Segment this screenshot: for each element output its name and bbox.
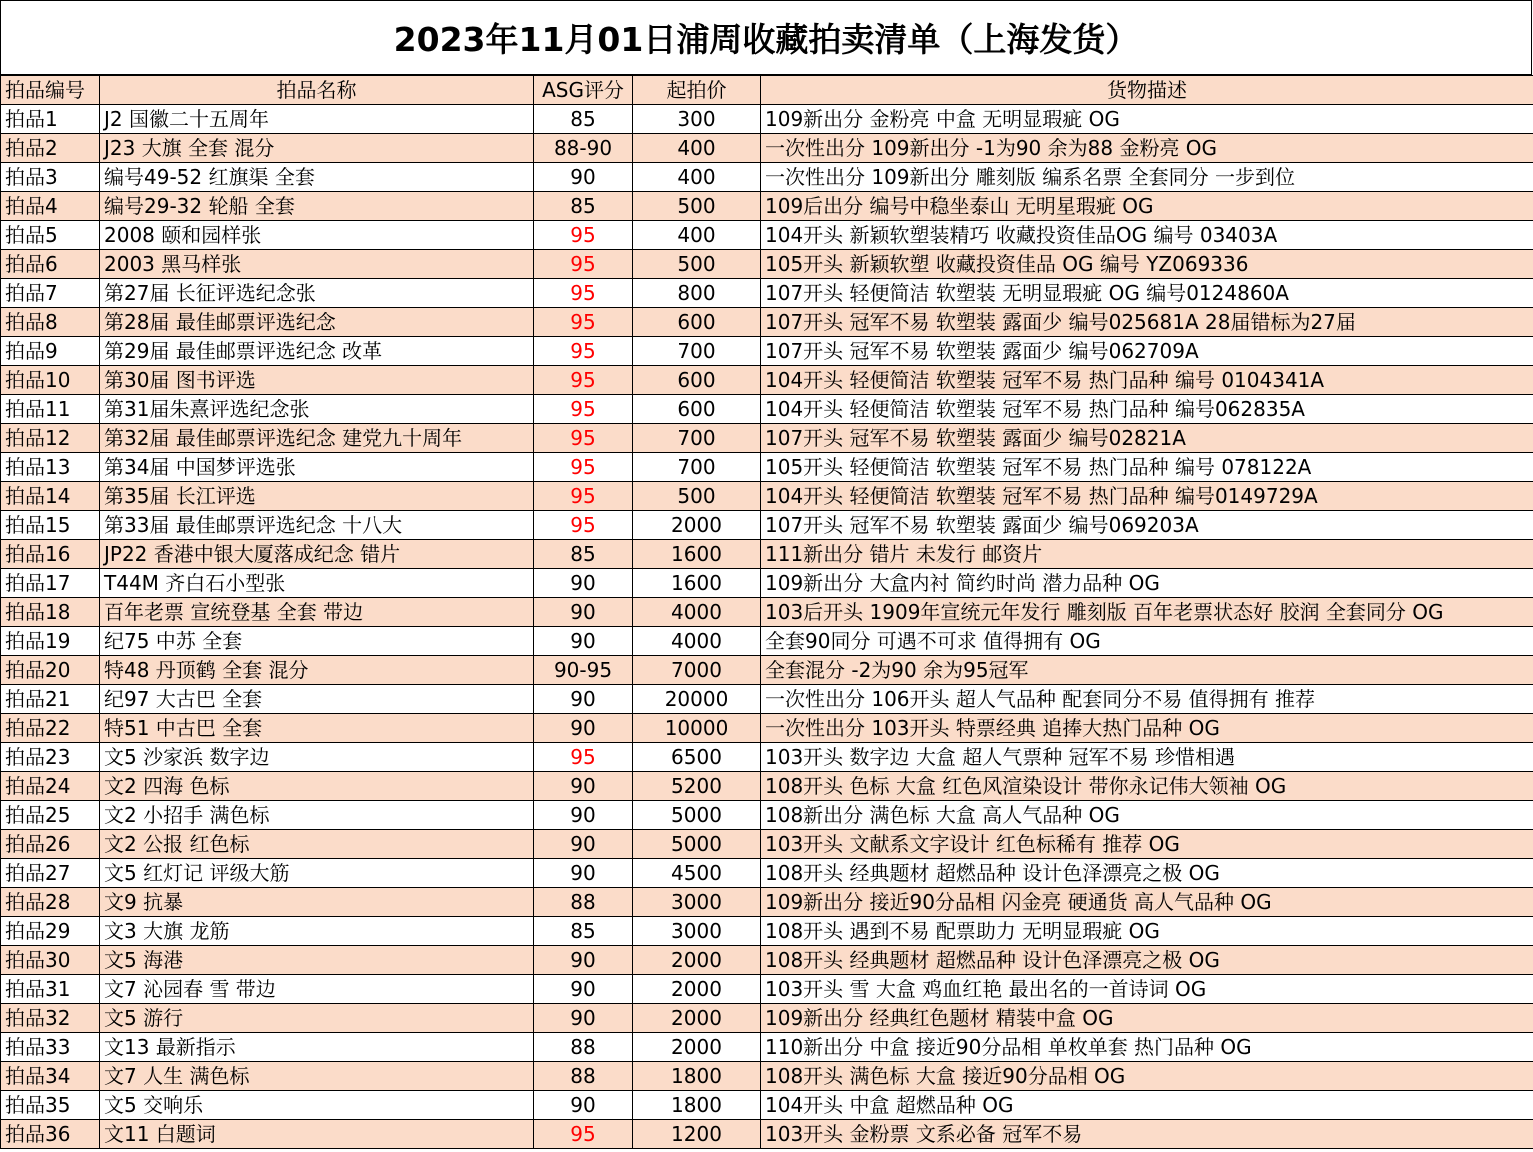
asg-score-cell: 95 [534, 337, 633, 366]
lot-name-cell: 特51 中古巴 全套 [100, 714, 534, 743]
start-price-cell: 500 [633, 192, 761, 221]
lot-id-cell: 拍品36 [1, 1120, 100, 1149]
asg-score-cell: 95 [534, 250, 633, 279]
lot-name-cell: 文5 游行 [100, 1004, 534, 1033]
asg-score-cell: 90 [534, 1091, 633, 1120]
table-row [1, 279, 1533, 308]
start-price-cell: 2000 [633, 975, 761, 1004]
start-price-cell: 2000 [633, 511, 761, 540]
lot-id-cell: 拍品7 [1, 279, 100, 308]
lot-name-cell: 文2 四海 色标 [100, 772, 534, 801]
lot-name-cell: 第28届 最佳邮票评选纪念 [100, 308, 534, 337]
asg-score-cell: 85 [534, 540, 633, 569]
start-price-cell: 3000 [633, 917, 761, 946]
lot-id-cell: 拍品12 [1, 424, 100, 453]
start-price-cell: 7000 [633, 656, 761, 685]
lot-id-cell: 拍品9 [1, 337, 100, 366]
lot-id-cell: 拍品1 [1, 105, 100, 134]
asg-score-cell: 90 [534, 598, 633, 627]
table-row [1, 337, 1533, 366]
asg-score-cell: 85 [534, 917, 633, 946]
table-row [1, 801, 1533, 830]
table-row [1, 482, 1533, 511]
page-title: 2023年11月01日浦周收藏拍卖清单（上海发货） [393, 20, 1139, 59]
lot-id-cell: 拍品26 [1, 830, 100, 859]
asg-score-cell: 90 [534, 946, 633, 975]
lot-id-cell: 拍品15 [1, 511, 100, 540]
table-row [1, 975, 1533, 1004]
lot-name-cell: 文5 沙家浜 数字边 [100, 743, 534, 772]
asg-score-cell: 90 [534, 685, 633, 714]
lot-id-cell: 拍品10 [1, 366, 100, 395]
lot-name-cell: 第29届 最佳邮票评选纪念 改革 [100, 337, 534, 366]
start-price-cell: 700 [633, 337, 761, 366]
description-cell: 一次性出分 109新出分 -1为90 余为88 金粉亮 OG [761, 134, 1533, 163]
start-price-cell: 1600 [633, 569, 761, 598]
description-cell: 108开头 经典题材 超燃品种 设计色泽漂亮之极 OG [761, 946, 1533, 975]
lot-id-cell: 拍品34 [1, 1062, 100, 1091]
lot-name-cell: 特48 丹顶鹤 全套 混分 [100, 656, 534, 685]
asg-score-cell: 88 [534, 888, 633, 917]
table-row [1, 946, 1533, 975]
start-price-cell: 400 [633, 163, 761, 192]
start-price-cell: 1800 [633, 1091, 761, 1120]
description-cell: 110新出分 中盒 接近90分品相 单枚单套 热门品种 OG [761, 1033, 1533, 1062]
lot-id-cell: 拍品18 [1, 598, 100, 627]
auction-table [0, 75, 1533, 1149]
lot-id-cell: 拍品13 [1, 453, 100, 482]
table-row [1, 192, 1533, 221]
asg-score-cell: 90-95 [534, 656, 633, 685]
start-price-cell: 500 [633, 482, 761, 511]
lot-name-cell: J2 国徽二十五周年 [100, 105, 534, 134]
asg-score-cell: 85 [534, 192, 633, 221]
asg-score-cell: 90 [534, 627, 633, 656]
asg-score-cell: 90 [534, 830, 633, 859]
lot-id-cell: 拍品17 [1, 569, 100, 598]
header-lot-id: 拍品编号 [1, 76, 100, 105]
table-row [1, 685, 1533, 714]
lot-name-cell: JP22 香港中银大厦落成纪念 错片 [100, 540, 534, 569]
description-cell: 109新出分 接近90分品相 闪金亮 硬通货 高人气品种 OG [761, 888, 1533, 917]
lot-name-cell: 编号29-32 轮船 全套 [100, 192, 534, 221]
table-row [1, 424, 1533, 453]
description-cell: 103开头 雪 大盒 鸡血红艳 最出名的一首诗词 OG [761, 975, 1533, 1004]
description-cell: 107开头 冠军不易 软塑装 露面少 编号069203A [761, 511, 1533, 540]
table-row [1, 163, 1533, 192]
description-cell: 104开头 轻便简洁 软塑装 冠军不易 热门品种 编号 0104341A [761, 366, 1533, 395]
start-price-cell: 4000 [633, 627, 761, 656]
header-row [1, 76, 1533, 105]
asg-score-cell: 95 [534, 308, 633, 337]
asg-score-cell: 88 [534, 1062, 633, 1091]
lot-name-cell: 文5 交响乐 [100, 1091, 534, 1120]
lot-name-cell: 第33届 最佳邮票评选纪念 十八大 [100, 511, 534, 540]
description-cell: 104开头 新颖软塑装精巧 收藏投资佳品OG 编号 03403A [761, 221, 1533, 250]
asg-score-cell: 90 [534, 859, 633, 888]
start-price-cell: 10000 [633, 714, 761, 743]
lot-name-cell: 文11 白题词 [100, 1120, 534, 1149]
start-price-cell: 700 [633, 424, 761, 453]
table-row [1, 627, 1533, 656]
start-price-cell: 800 [633, 279, 761, 308]
table-row [1, 830, 1533, 859]
start-price-cell: 1600 [633, 540, 761, 569]
lot-name-cell: 2003 黑马样张 [100, 250, 534, 279]
asg-score-cell: 90 [534, 975, 633, 1004]
start-price-cell: 1200 [633, 1120, 761, 1149]
description-cell: 105开头 新颖软塑 收藏投资佳品 OG 编号 YZ069336 [761, 250, 1533, 279]
header-start-price: 起拍价 [633, 76, 761, 105]
table-row [1, 453, 1533, 482]
asg-score-cell: 90 [534, 163, 633, 192]
description-cell: 109后出分 编号中稳坐泰山 无明星瑕疵 OG [761, 192, 1533, 221]
start-price-cell: 400 [633, 221, 761, 250]
lot-name-cell: 文7 沁园春 雪 带边 [100, 975, 534, 1004]
start-price-cell: 4000 [633, 598, 761, 627]
lot-name-cell: 文9 抗暴 [100, 888, 534, 917]
table-row [1, 772, 1533, 801]
description-cell: 一次性出分 106开头 超人气品种 配套同分不易 值得拥有 推荐 [761, 685, 1533, 714]
table-body [1, 105, 1533, 1149]
lot-id-cell: 拍品22 [1, 714, 100, 743]
description-cell: 103开头 数字边 大盒 超人气票种 冠军不易 珍惜相遇 [761, 743, 1533, 772]
table-row [1, 134, 1533, 163]
description-cell: 107开头 冠军不易 软塑装 露面少 编号02821A [761, 424, 1533, 453]
start-price-cell: 20000 [633, 685, 761, 714]
lot-id-cell: 拍品29 [1, 917, 100, 946]
asg-score-cell: 90 [534, 801, 633, 830]
lot-id-cell: 拍品28 [1, 888, 100, 917]
start-price-cell: 2000 [633, 946, 761, 975]
table-row [1, 395, 1533, 424]
lot-id-cell: 拍品21 [1, 685, 100, 714]
table-row [1, 366, 1533, 395]
lot-name-cell: 第35届 长江评选 [100, 482, 534, 511]
lot-id-cell: 拍品4 [1, 192, 100, 221]
header-lot-name: 拍品名称 [100, 76, 534, 105]
table-row [1, 743, 1533, 772]
asg-score-cell: 95 [534, 395, 633, 424]
lot-id-cell: 拍品11 [1, 395, 100, 424]
asg-score-cell: 95 [534, 1120, 633, 1149]
description-cell: 108开头 满色标 大盒 接近90分品相 OG [761, 1062, 1533, 1091]
table-row [1, 1091, 1533, 1120]
table-row [1, 888, 1533, 917]
lot-name-cell: 文5 海港 [100, 946, 534, 975]
asg-score-cell: 95 [534, 453, 633, 482]
lot-id-cell: 拍品25 [1, 801, 100, 830]
asg-score-cell: 95 [534, 743, 633, 772]
table-row [1, 250, 1533, 279]
lot-name-cell: 2008 颐和园样张 [100, 221, 534, 250]
table-row [1, 308, 1533, 337]
lot-name-cell: 编号49-52 红旗渠 全套 [100, 163, 534, 192]
description-cell: 104开头 轻便简洁 软塑装 冠军不易 热门品种 编号0149729A [761, 482, 1533, 511]
lot-id-cell: 拍品33 [1, 1033, 100, 1062]
description-cell: 108新出分 满色标 大盒 高人气品种 OG [761, 801, 1533, 830]
start-price-cell: 6500 [633, 743, 761, 772]
lot-name-cell: 第31届朱熹评选纪念张 [100, 395, 534, 424]
lot-id-cell: 拍品23 [1, 743, 100, 772]
table-row [1, 1004, 1533, 1033]
description-cell: 全套混分 -2为90 余为95冠军 [761, 656, 1533, 685]
header-asg-score: ASG评分 [534, 76, 633, 105]
lot-id-cell: 拍品20 [1, 656, 100, 685]
description-cell: 105开头 轻便简洁 软塑装 冠军不易 热门品种 编号 078122A [761, 453, 1533, 482]
asg-score-cell: 90 [534, 569, 633, 598]
asg-score-cell: 95 [534, 366, 633, 395]
lot-id-cell: 拍品24 [1, 772, 100, 801]
lot-id-cell: 拍品30 [1, 946, 100, 975]
start-price-cell: 600 [633, 395, 761, 424]
start-price-cell: 700 [633, 453, 761, 482]
asg-score-cell: 88 [534, 1033, 633, 1062]
lot-id-cell: 拍品31 [1, 975, 100, 1004]
lot-name-cell: 文2 公报 红色标 [100, 830, 534, 859]
description-cell: 108开头 经典题材 超燃品种 设计色泽漂亮之极 OG [761, 859, 1533, 888]
table-row [1, 221, 1533, 250]
start-price-cell: 5200 [633, 772, 761, 801]
start-price-cell: 5000 [633, 801, 761, 830]
description-cell: 107开头 冠军不易 软塑装 露面少 编号062709A [761, 337, 1533, 366]
lot-name-cell: 文13 最新指示 [100, 1033, 534, 1062]
asg-score-cell: 95 [534, 221, 633, 250]
asg-score-cell: 85 [534, 105, 633, 134]
lot-name-cell: J23 大旗 全套 混分 [100, 134, 534, 163]
lot-name-cell: 纪97 大古巴 全套 [100, 685, 534, 714]
lot-id-cell: 拍品27 [1, 859, 100, 888]
table-row [1, 511, 1533, 540]
lot-name-cell: 文7 人生 满色标 [100, 1062, 534, 1091]
description-cell: 103后开头 1909年宣统元年发行 雕刻版 百年老票状态好 胶润 全套同分 OG [761, 598, 1533, 627]
start-price-cell: 300 [633, 105, 761, 134]
asg-score-cell: 90 [534, 714, 633, 743]
asg-score-cell: 95 [534, 511, 633, 540]
lot-name-cell: T44M 齐白石小型张 [100, 569, 534, 598]
start-price-cell: 5000 [633, 830, 761, 859]
table-row [1, 105, 1533, 134]
start-price-cell: 500 [633, 250, 761, 279]
lot-name-cell: 第32届 最佳邮票评选纪念 建党九十周年 [100, 424, 534, 453]
start-price-cell: 4500 [633, 859, 761, 888]
lot-name-cell: 文2 小招手 满色标 [100, 801, 534, 830]
start-price-cell: 1800 [633, 1062, 761, 1091]
table-row [1, 656, 1533, 685]
lot-name-cell: 纪75 中苏 全套 [100, 627, 534, 656]
description-cell: 104开头 中盒 超燃品种 OG [761, 1091, 1533, 1120]
lot-id-cell: 拍品16 [1, 540, 100, 569]
description-cell: 107开头 轻便简洁 软塑装 无明显瑕疵 OG 编号0124860A [761, 279, 1533, 308]
lot-id-cell: 拍品6 [1, 250, 100, 279]
description-cell: 103开头 金粉票 文系必备 冠军不易 [761, 1120, 1533, 1149]
lot-name-cell: 文5 红灯记 评级大筋 [100, 859, 534, 888]
description-cell: 111新出分 错片 未发行 邮资片 [761, 540, 1533, 569]
description-cell: 一次性出分 109新出分 雕刻版 编系名票 全套同分 一步到位 [761, 163, 1533, 192]
asg-score-cell: 88-90 [534, 134, 633, 163]
description-cell: 109新出分 大盒内衬 简约时尚 潜力品种 OG [761, 569, 1533, 598]
lot-id-cell: 拍品2 [1, 134, 100, 163]
asg-score-cell: 95 [534, 482, 633, 511]
table-row [1, 859, 1533, 888]
asg-score-cell: 90 [534, 1004, 633, 1033]
description-cell: 107开头 冠军不易 软塑装 露面少 编号025681A 28届错标为27届 [761, 308, 1533, 337]
title-box [0, 0, 1532, 75]
table-row [1, 1120, 1533, 1149]
description-cell: 103开头 文献系文字设计 红色标稀有 推荐 OG [761, 830, 1533, 859]
description-cell: 108开头 遇到不易 配票助力 无明显瑕疵 OG [761, 917, 1533, 946]
lot-name-cell: 百年老票 宣统登基 全套 带边 [100, 598, 534, 627]
lot-name-cell: 文3 大旗 龙筋 [100, 917, 534, 946]
start-price-cell: 600 [633, 308, 761, 337]
table-row [1, 1062, 1533, 1091]
lot-id-cell: 拍品8 [1, 308, 100, 337]
start-price-cell: 2000 [633, 1004, 761, 1033]
description-cell: 104开头 轻便简洁 软塑装 冠军不易 热门品种 编号062835A [761, 395, 1533, 424]
lot-id-cell: 拍品32 [1, 1004, 100, 1033]
table-row [1, 917, 1533, 946]
description-cell: 全套90同分 可遇不可求 值得拥有 OG [761, 627, 1533, 656]
description-cell: 109新出分 经典红色题材 精装中盒 OG [761, 1004, 1533, 1033]
start-price-cell: 3000 [633, 888, 761, 917]
asg-score-cell: 90 [534, 772, 633, 801]
start-price-cell: 600 [633, 366, 761, 395]
table-row [1, 1033, 1533, 1062]
table-row [1, 569, 1533, 598]
asg-score-cell: 95 [534, 279, 633, 308]
table-row [1, 598, 1533, 627]
start-price-cell: 2000 [633, 1033, 761, 1062]
description-cell: 109新出分 金粉亮 中盒 无明显瑕疵 OG [761, 105, 1533, 134]
lot-name-cell: 第34届 中国梦评选张 [100, 453, 534, 482]
description-cell: 108开头 色标 大盒 红色风渲染设计 带你永记伟大领袖 OG [761, 772, 1533, 801]
lot-name-cell: 第27届 长征评选纪念张 [100, 279, 534, 308]
lot-id-cell: 拍品14 [1, 482, 100, 511]
lot-name-cell: 第30届 图书评选 [100, 366, 534, 395]
lot-id-cell: 拍品35 [1, 1091, 100, 1120]
lot-id-cell: 拍品3 [1, 163, 100, 192]
asg-score-cell: 95 [534, 424, 633, 453]
table-row [1, 714, 1533, 743]
description-cell: 一次性出分 103开头 特票经典 追捧大热门品种 OG [761, 714, 1533, 743]
lot-id-cell: 拍品5 [1, 221, 100, 250]
header-description: 货物描述 [761, 76, 1533, 105]
table-row [1, 540, 1533, 569]
start-price-cell: 400 [633, 134, 761, 163]
lot-id-cell: 拍品19 [1, 627, 100, 656]
